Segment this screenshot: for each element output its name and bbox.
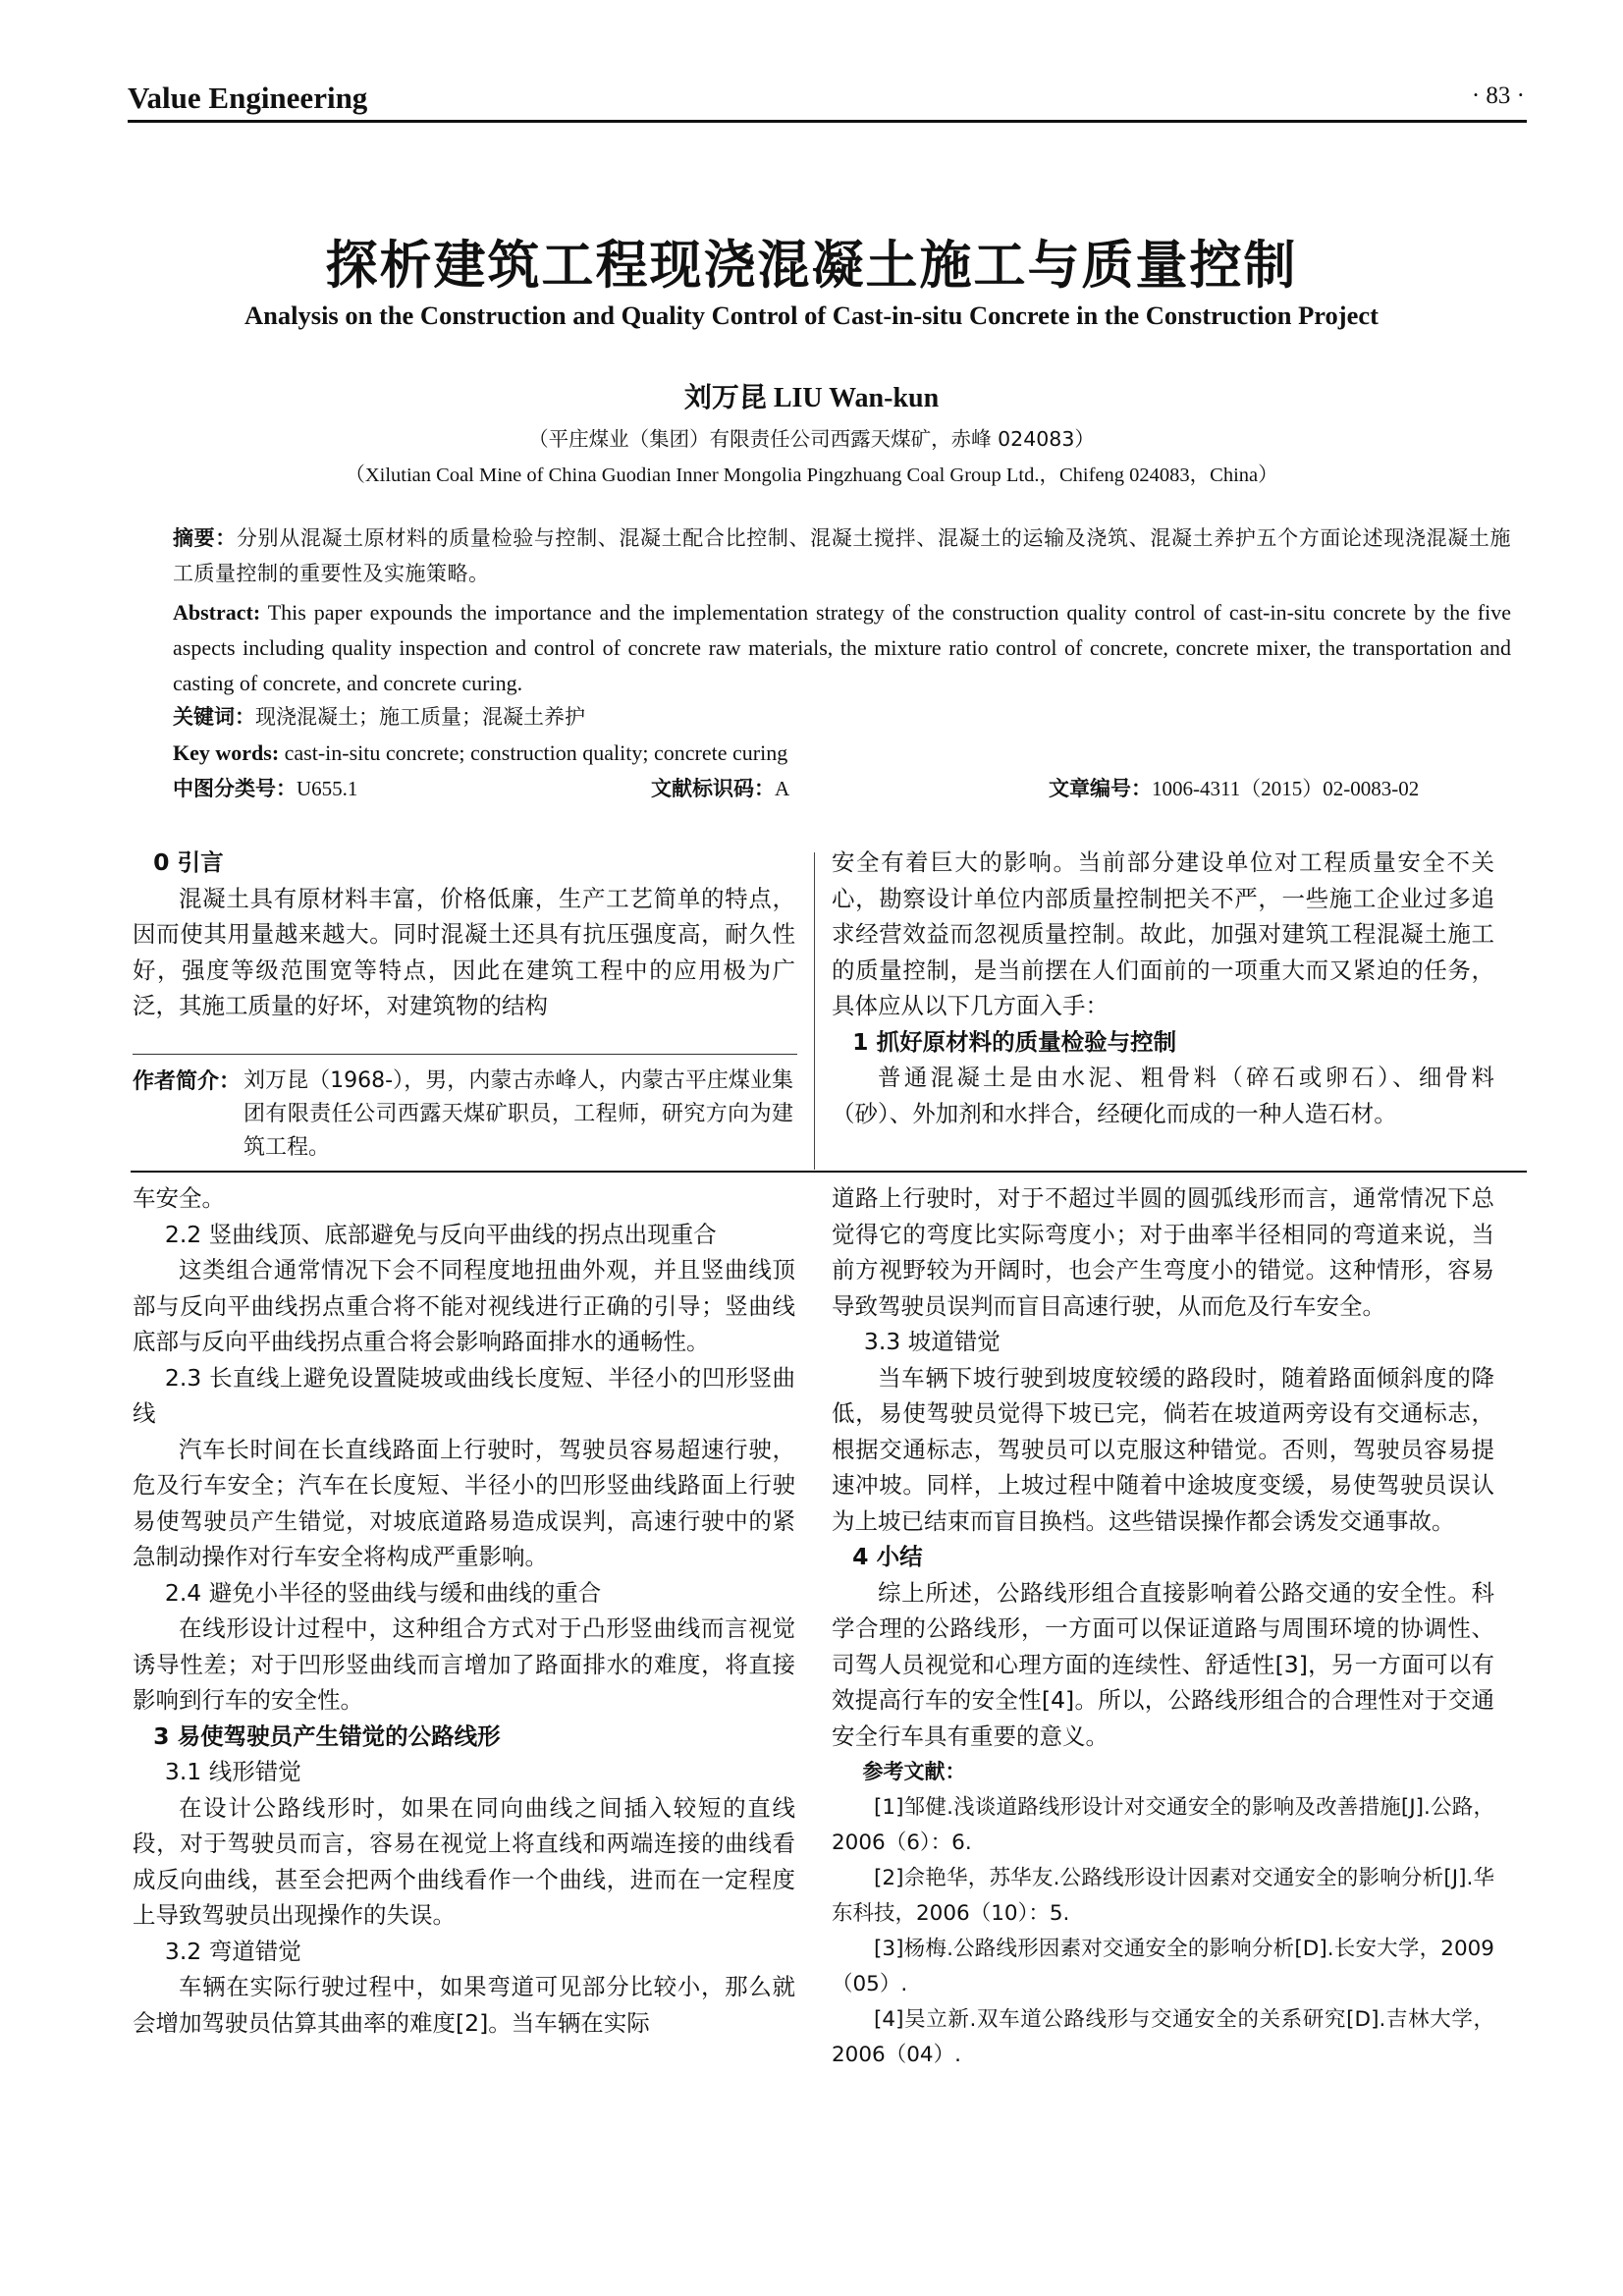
paragraph: 在线形设计过程中，这种组合方式对于凸形竖曲线而言视觉诱导性差；对于凹形竖曲线而言增加了路面排水的难度，将直接影响到行车的安全性。 xyxy=(133,1614,795,1714)
paragraph: 在设计公路线形时，如果在同向曲线之间插入较短的直线段，对于驾驶员而言，容易在视觉上将直线和两端连接的曲线看成反向曲线，甚至会把两个曲线看作一个曲线，进而在一定程度上导致驾驶员出现操作的失误。 xyxy=(133,1793,795,1929)
paragraph: 汽车长时间在长直线路面上行驶时，驾驶员容易超速行驶，危及行车安全；汽车在长度短、半径小的凹形竖曲线路面上行驶易使驾驶员产生错觉，对坡底道路易造成误判，高速行驶中的紧急制动操作对行车安全将构成严重影响。 xyxy=(133,1435,795,1570)
section-heading: 4 小结 xyxy=(852,1543,923,1570)
header-rule xyxy=(128,120,1527,123)
keywords-english xyxy=(173,736,1511,771)
affiliation-chinese: （平庄煤业（集团）有限责任公司西露天煤矿，赤峰 024083） xyxy=(528,427,1095,451)
keywords-text-zh: 现浇混凝土；施工质量；混凝土养护 xyxy=(255,705,585,729)
column-bottom-right xyxy=(832,1180,1494,2073)
author: 刘万昆 LIU Wan-kun xyxy=(683,383,940,413)
article-label: 文章编号： xyxy=(1049,777,1152,800)
keywords-chinese xyxy=(173,699,1511,735)
page-number: · 83 · xyxy=(1471,82,1525,109)
clc-label: 中图分类号： xyxy=(173,777,297,800)
article-number xyxy=(1049,771,1419,806)
reference-item: [1]邹健.浅谈道路线形设计对交通安全的影响及改善措施[J].公路，2006（6）：6. xyxy=(832,1794,1494,1855)
subsection-heading: 2.3 长直线上避免设置陡坡或曲线长度短、半径小的凹形竖曲线 xyxy=(133,1363,795,1427)
abstract-label-en: Abstract: xyxy=(173,600,261,625)
keywords-text-en: cast-in-situ concrete; construction quality; concrete curing xyxy=(279,740,788,765)
affiliation-english: （Xilutian Coal Mine of China Guodian Inner Mongolia Pingzhuang Coal Group Ltd.，Chifeng 024083，China） xyxy=(345,465,1278,486)
abstract-label-zh: 摘要： xyxy=(173,526,237,550)
column-top-right xyxy=(832,845,1494,1131)
paragraph: 安全有着巨大的影响。当前部分建设单位对工程质量安全不关心，勘察设计单位内部质量控制把关不严，一些施工企业过多追求经营效益而忽视质量控制。故此，加强对建筑工程混凝土施工的质量控制，是当前摆在人们面前的一项重大而又紧迫的任务，具体应从以下几方面入手： xyxy=(832,848,1494,1019)
paragraph: 车辆在实际行驶过程中，如果弯道可见部分比较小，那么就会增加驾驶员估算其曲率的难度[2]。当车辆在实际 xyxy=(133,1973,795,2037)
paragraph: 这类组合通常情况下会不同程度地扭曲外观，并且竖曲线顶部与反向平曲线拐点重合将不能对视线进行正确的引导；竖曲线底部与反向平曲线拐点重合将会影响路面排水的通畅性。 xyxy=(133,1256,795,1355)
subsection-heading: 2.2 竖曲线顶、底部避免与反向平曲线的拐点出现重合 xyxy=(164,1220,717,1248)
article-value: 1006-4311（2015）02-0083-02 xyxy=(1152,777,1420,800)
bio-text: 刘万昆（1968-），男，内蒙古赤峰人，内蒙古平庄煤业集团有限责任公司西露天煤矿职员，工程师，研究方向为建筑工程。 xyxy=(243,1068,793,1160)
title-chinese: 探析建筑工程现浇混凝土施工与质量控制 xyxy=(325,236,1298,296)
paragraph: 当车辆下坡行驶到坡度较缓的路段时，随着路面倾斜度的降低，易使驾驶员觉得下坡已完，倘若在坡道两旁设有交通标志，根据交通标志，驾驶员可以克服这种错觉。否则，驾驶员容易提速冲坡。同样，上坡过程中随着中途坡度变缓，易使驾驶员误认为上坡已结束而盲目换档。这些错误操作都会诱发交通事故。 xyxy=(832,1363,1494,1535)
section-heading: 0 引言 xyxy=(153,848,224,876)
abstract-text-zh: 分别从混凝土原材料的质量检验与控制、混凝土配合比控制、混凝土搅拌、混凝土的运输及浇筑、混凝土养护五个方面论述现浇混凝土施工质量控制的重要性及实施策略。 xyxy=(173,526,1512,585)
paragraph: 道路上行驶时，对于不超过半圆的圆弧线形而言，通常情况下总觉得它的弯度比实际弯度小；对于曲率半径相同的弯道来说，当前方视野较为开阔时，也会产生弯度小的错觉。这种情形，容易导致驾驶员误判而盲目高速行驶，从而危及行车安全。 xyxy=(832,1184,1494,1320)
keywords-label-zh: 关键词： xyxy=(173,705,255,729)
title-english: Analysis on the Construction and Quality Control of Cast-in-situ Concrete in the Construction Project xyxy=(244,301,1379,330)
column-bottom-left xyxy=(133,1180,795,2041)
section-separator xyxy=(131,1171,1527,1173)
section-heading: 3 易使驾驶员产生错觉的公路线形 xyxy=(153,1722,501,1750)
doc-label: 文献标识码： xyxy=(651,777,775,800)
references-heading: 参考文献： xyxy=(862,1760,966,1783)
bio-label: 作者简介： xyxy=(133,1069,242,1094)
column-divider xyxy=(814,852,815,1170)
subsection-heading: 3.3 坡道错觉 xyxy=(863,1328,1001,1355)
section-heading: 1 抓好原材料的质量检验与控制 xyxy=(852,1027,1177,1056)
journal-name: Value Engineering xyxy=(128,81,368,115)
doc-value: A xyxy=(775,777,790,800)
reference-item: [2]佘艳华，苏华友.公路线形设计因素对交通安全的影响分析[J].华东科技，2006（10）：5. xyxy=(832,1865,1494,1926)
abstract-text-en: This paper expounds the importance and the implementation strategy of the construction quality control of cast-in-situ concrete by the five aspects including quality inspection and control of concrete raw materials, the mixture ratio control of concrete, concrete mixer, the transportation and casting of concrete, and concrete curing. xyxy=(173,600,1511,695)
paragraph: 综上所述，公路线形组合直接影响着公路交通的安全性。科学合理的公路线形，一方面可以保证道路与周围环境的协调性、司驾人员视觉和心理方面的连续性、舒适性[3]，另一方面可以有效提高行车的安全性[4]。所以，公路线形组合的合理性对于交通安全行车具有重要的意义。 xyxy=(832,1578,1494,1750)
clc-value: U655.1 xyxy=(297,777,358,800)
paragraph: 混凝土具有原材料丰富，价格低廉，生产工艺简单的特点，因而使其用量越来越大。同时混凝土还具有抗压强度高，耐久性好，强度等级范围宽等特点，因此在建筑工程中的应用极为广泛，其施工质量的好坏，对建筑物的结构 xyxy=(133,884,795,1019)
subsection-heading: 3.1 线形错觉 xyxy=(164,1758,301,1785)
paragraph: 车安全。 xyxy=(133,1184,225,1212)
reference-item: [3]杨梅.公路线形因素对交通安全的影响分析[D].长安大学，2009（05）. xyxy=(832,1936,1494,1996)
reference-item: [4]吴立新.双车道公路线形与交通安全的关系研究[D].吉林大学，2006（04）. xyxy=(832,2006,1494,2067)
doc-code xyxy=(651,771,789,806)
subsection-heading: 2.4 避免小半径的竖曲线与缓和曲线的重合 xyxy=(164,1578,602,1607)
subsection-heading: 3.2 弯道错觉 xyxy=(164,1937,301,1965)
abstract-chinese xyxy=(173,520,1511,591)
keywords-label-en: Key words: xyxy=(173,740,280,765)
column-top-left xyxy=(133,845,795,1024)
paragraph: 普通混凝土是由水泥、粗骨料（碎石或卵石）、细骨料（砂）、外加剂和水拌合，经硬化而成的一种人造石材。 xyxy=(832,1064,1494,1127)
bio-rule xyxy=(133,1054,797,1055)
abstract-english xyxy=(173,595,1511,701)
clc-code xyxy=(173,771,357,806)
